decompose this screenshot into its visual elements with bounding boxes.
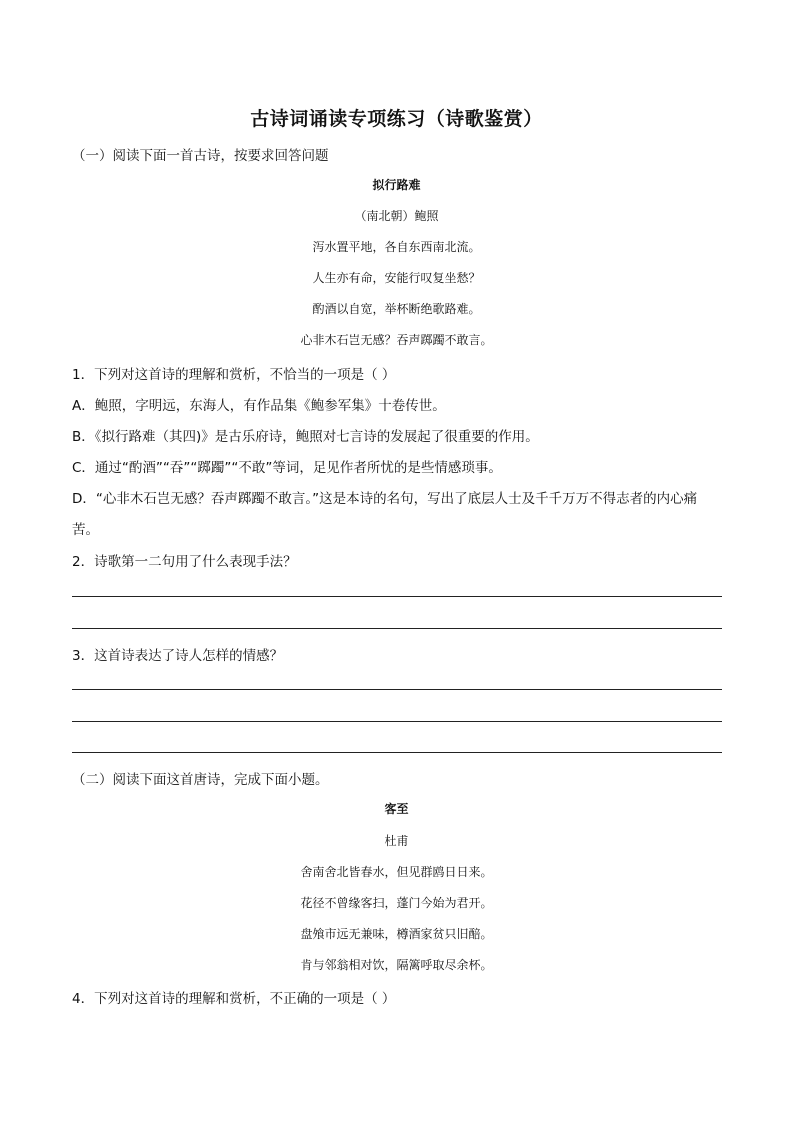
answer-line: [72, 752, 722, 753]
poem1-line-4: 心非木石岂无感？吞声踯躅不敢言。: [300, 333, 493, 347]
answer-line: [72, 628, 722, 629]
poem1-author: （南北朝）鲍照: [354, 209, 439, 223]
question-2: 2．诗歌第一二句用了什么表现手法？: [72, 554, 297, 570]
poem1-line-1: 泻水置平地，各自东西南北流。: [312, 240, 481, 254]
question-1-option-c: C．通过“酌酒”“吞”“踯躅”“不敢”等词，足见作者所忧的是些情感琐事。: [72, 460, 502, 476]
question-1: 1．下列对这首诗的理解和赏析，不恰当的一项是（ ）: [72, 367, 396, 383]
answer-line: [72, 721, 722, 722]
section2-intro: （二）阅读下面这首唐诗，完成下面小题。: [72, 772, 329, 788]
poem2-line-1: 舍南舍北皆春水，但见群鸥日日来。: [300, 865, 493, 879]
question-1-option-d: D．“心非木石岂无感？吞声踯躅不敢言。”这是本诗的名句，写出了底层人士及千千万万不得志者的内心痛: [72, 491, 698, 507]
poem2-line-2: 花径不曾缘客扫，蓬门今始为君开。: [300, 896, 493, 910]
poem2-line-3: 盘飧市远无兼味，樽酒家贫只旧醅。: [300, 927, 493, 941]
question-1-option-d-cont: 苦。: [72, 522, 99, 538]
poem1-line-2: 人生亦有命，安能行叹复坐愁？: [312, 271, 481, 285]
question-1-option-b: B．《拟行路难（其四)》是古乐府诗，鲍照对七言诗的发展起了很重要的作用。: [72, 429, 539, 445]
poem2-line-4: 肯与邻翁相对饮，隔篱呼取尽余杯。: [300, 958, 493, 972]
question-3: 3．这首诗表达了诗人怎样的情感？: [72, 648, 284, 664]
poem1-title: 拟行路难: [372, 178, 421, 192]
poem1-line-3: 酌酒以自宽，举杯断绝歌路难。: [312, 302, 481, 316]
question-4: 4．下列对这首诗的理解和赏析，不正确的一项是（ ）: [72, 991, 396, 1007]
answer-line: [72, 689, 722, 690]
question-1-option-a: A．鲍照，字明远，东海人，有作品集《鲍参军集》十卷传世。: [72, 398, 446, 414]
document-title: 古诗词诵读专项练习（诗歌鉴赏）: [250, 108, 543, 130]
section1-intro: （一）阅读下面一首古诗，按要求回答问题: [72, 148, 329, 164]
poem2-author: 杜甫: [384, 834, 409, 848]
answer-line: [72, 596, 722, 597]
poem2-title: 客至: [384, 802, 409, 816]
